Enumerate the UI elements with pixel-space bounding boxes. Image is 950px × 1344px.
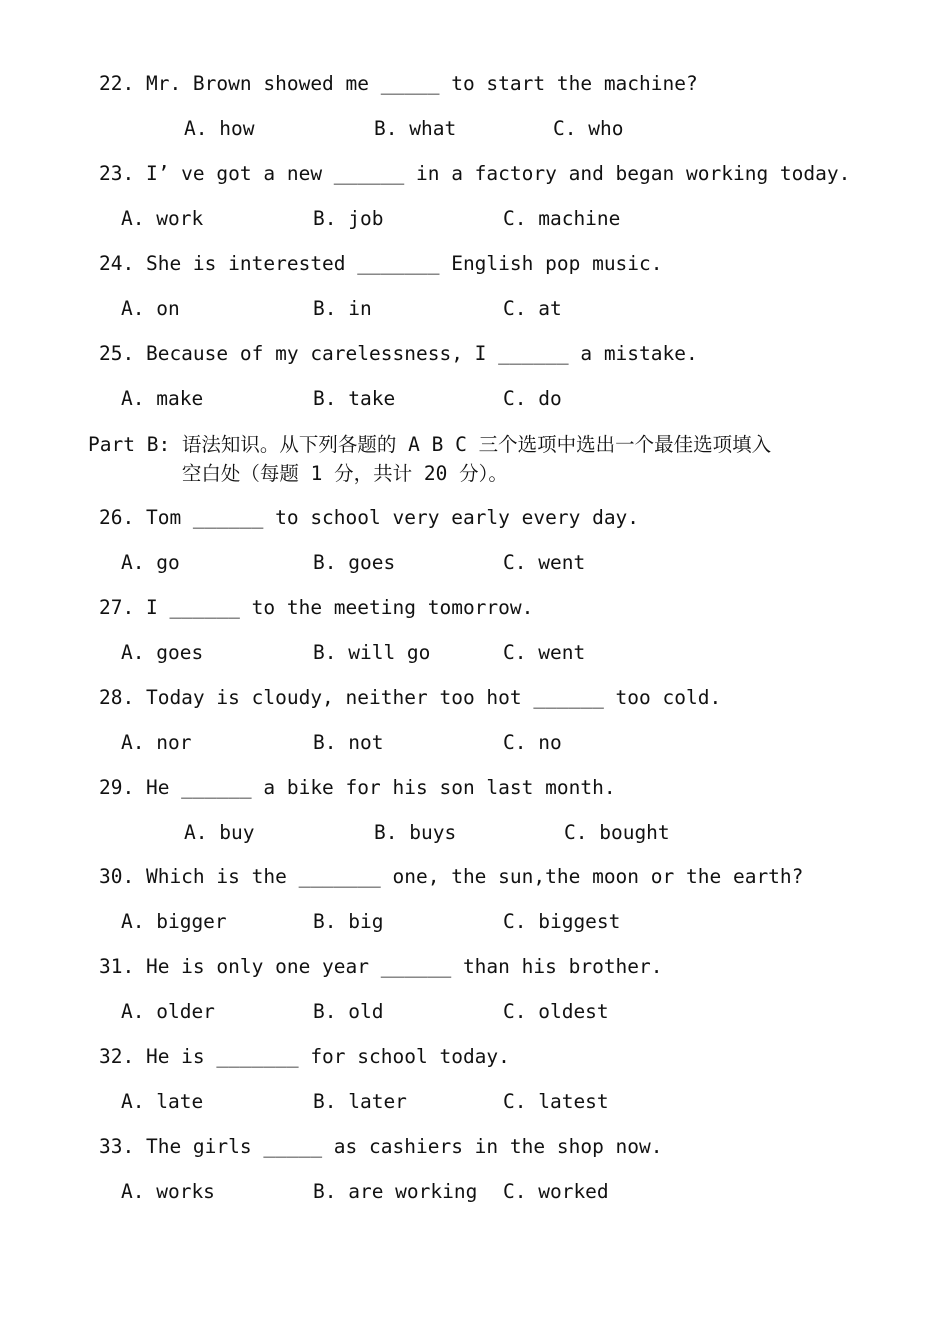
question-28-option-c: C. no	[503, 731, 562, 754]
question-31-option-b: B. old	[313, 1000, 384, 1023]
question-22-option-c: C. who	[553, 117, 624, 140]
question-29-stem: 29. He ______ a bike for his son last month.	[99, 776, 616, 799]
question-33-option-b: B. are working	[313, 1180, 478, 1203]
question-25-option-a: A. make	[121, 387, 204, 410]
question-31-option-c: C. oldest	[503, 1000, 609, 1023]
part-b-line-1: Part B: 语法知识。从下列各题的 A B C 三个选项中选出一个最佳选项填入	[88, 433, 772, 456]
question-25-stem: 25. Because of my carelessness, I ______ a mistake.	[99, 342, 698, 365]
question-29-option-c: C. bought	[564, 821, 670, 844]
question-27-option-a: A. goes	[121, 641, 204, 664]
question-30-option-b: B. big	[313, 910, 384, 933]
question-31-option-a: A. older	[121, 1000, 215, 1023]
question-26-option-b: B. goes	[313, 551, 396, 574]
question-26-option-a: A. go	[121, 551, 180, 574]
question-22-option-b: B. what	[374, 117, 457, 140]
question-23-option-b: B. job	[313, 207, 384, 230]
question-28-option-a: A. nor	[121, 731, 192, 754]
question-24-option-c: C. at	[503, 297, 562, 320]
question-24-option-a: A. on	[121, 297, 180, 320]
question-27-option-c: C. went	[503, 641, 586, 664]
question-32-option-a: A. late	[121, 1090, 204, 1113]
question-22-stem: 22. Mr. Brown showed me _____ to start the machine?	[99, 72, 698, 95]
question-31-stem: 31. He is only one year ______ than his brother.	[99, 955, 663, 978]
question-29-option-b: B. buys	[374, 821, 457, 844]
question-23-stem: 23. I’ ve got a new ______ in a factory and began working today.	[99, 162, 851, 185]
question-25-option-c: C. do	[503, 387, 562, 410]
part-b-heading	[88, 430, 771, 488]
question-23-option-c: C. machine	[503, 207, 621, 230]
question-26-stem: 26. Tom ______ to school very early every day.	[99, 506, 640, 529]
question-27-stem: 27. I ______ to the meeting tomorrow.	[99, 596, 534, 619]
question-26-option-c: C. went	[503, 551, 586, 574]
question-33-stem: 33. The girls _____ as cashiers in the shop now.	[99, 1135, 663, 1158]
question-28-option-b: B. not	[313, 731, 384, 754]
question-32-option-b: B. later	[313, 1090, 407, 1113]
question-30-stem: 30. Which is the _______ one, the sun,the moon or the earth?	[99, 865, 804, 888]
question-30-option-a: A. bigger	[121, 910, 227, 933]
question-25-option-b: B. take	[313, 387, 396, 410]
question-32-option-c: C. latest	[503, 1090, 609, 1113]
question-22-option-a: A. how	[184, 117, 255, 140]
question-24-stem: 24. She is interested _______ English pop music.	[99, 252, 663, 275]
question-33-option-c: C. worked	[503, 1180, 609, 1203]
question-30-option-c: C. biggest	[503, 910, 621, 933]
question-33-option-a: A. works	[121, 1180, 215, 1203]
question-32-stem: 32. He is _______ for school today.	[99, 1045, 510, 1068]
part-b-line-2: 空白处（每题 1 分，共计 20 分）。	[88, 462, 508, 485]
question-24-option-b: B. in	[313, 297, 372, 320]
question-28-stem: 28. Today is cloudy, neither too hot ______ too cold.	[99, 686, 722, 709]
question-29-option-a: A. buy	[184, 821, 255, 844]
question-27-option-b: B. will go	[313, 641, 431, 664]
question-23-option-a: A. work	[121, 207, 204, 230]
